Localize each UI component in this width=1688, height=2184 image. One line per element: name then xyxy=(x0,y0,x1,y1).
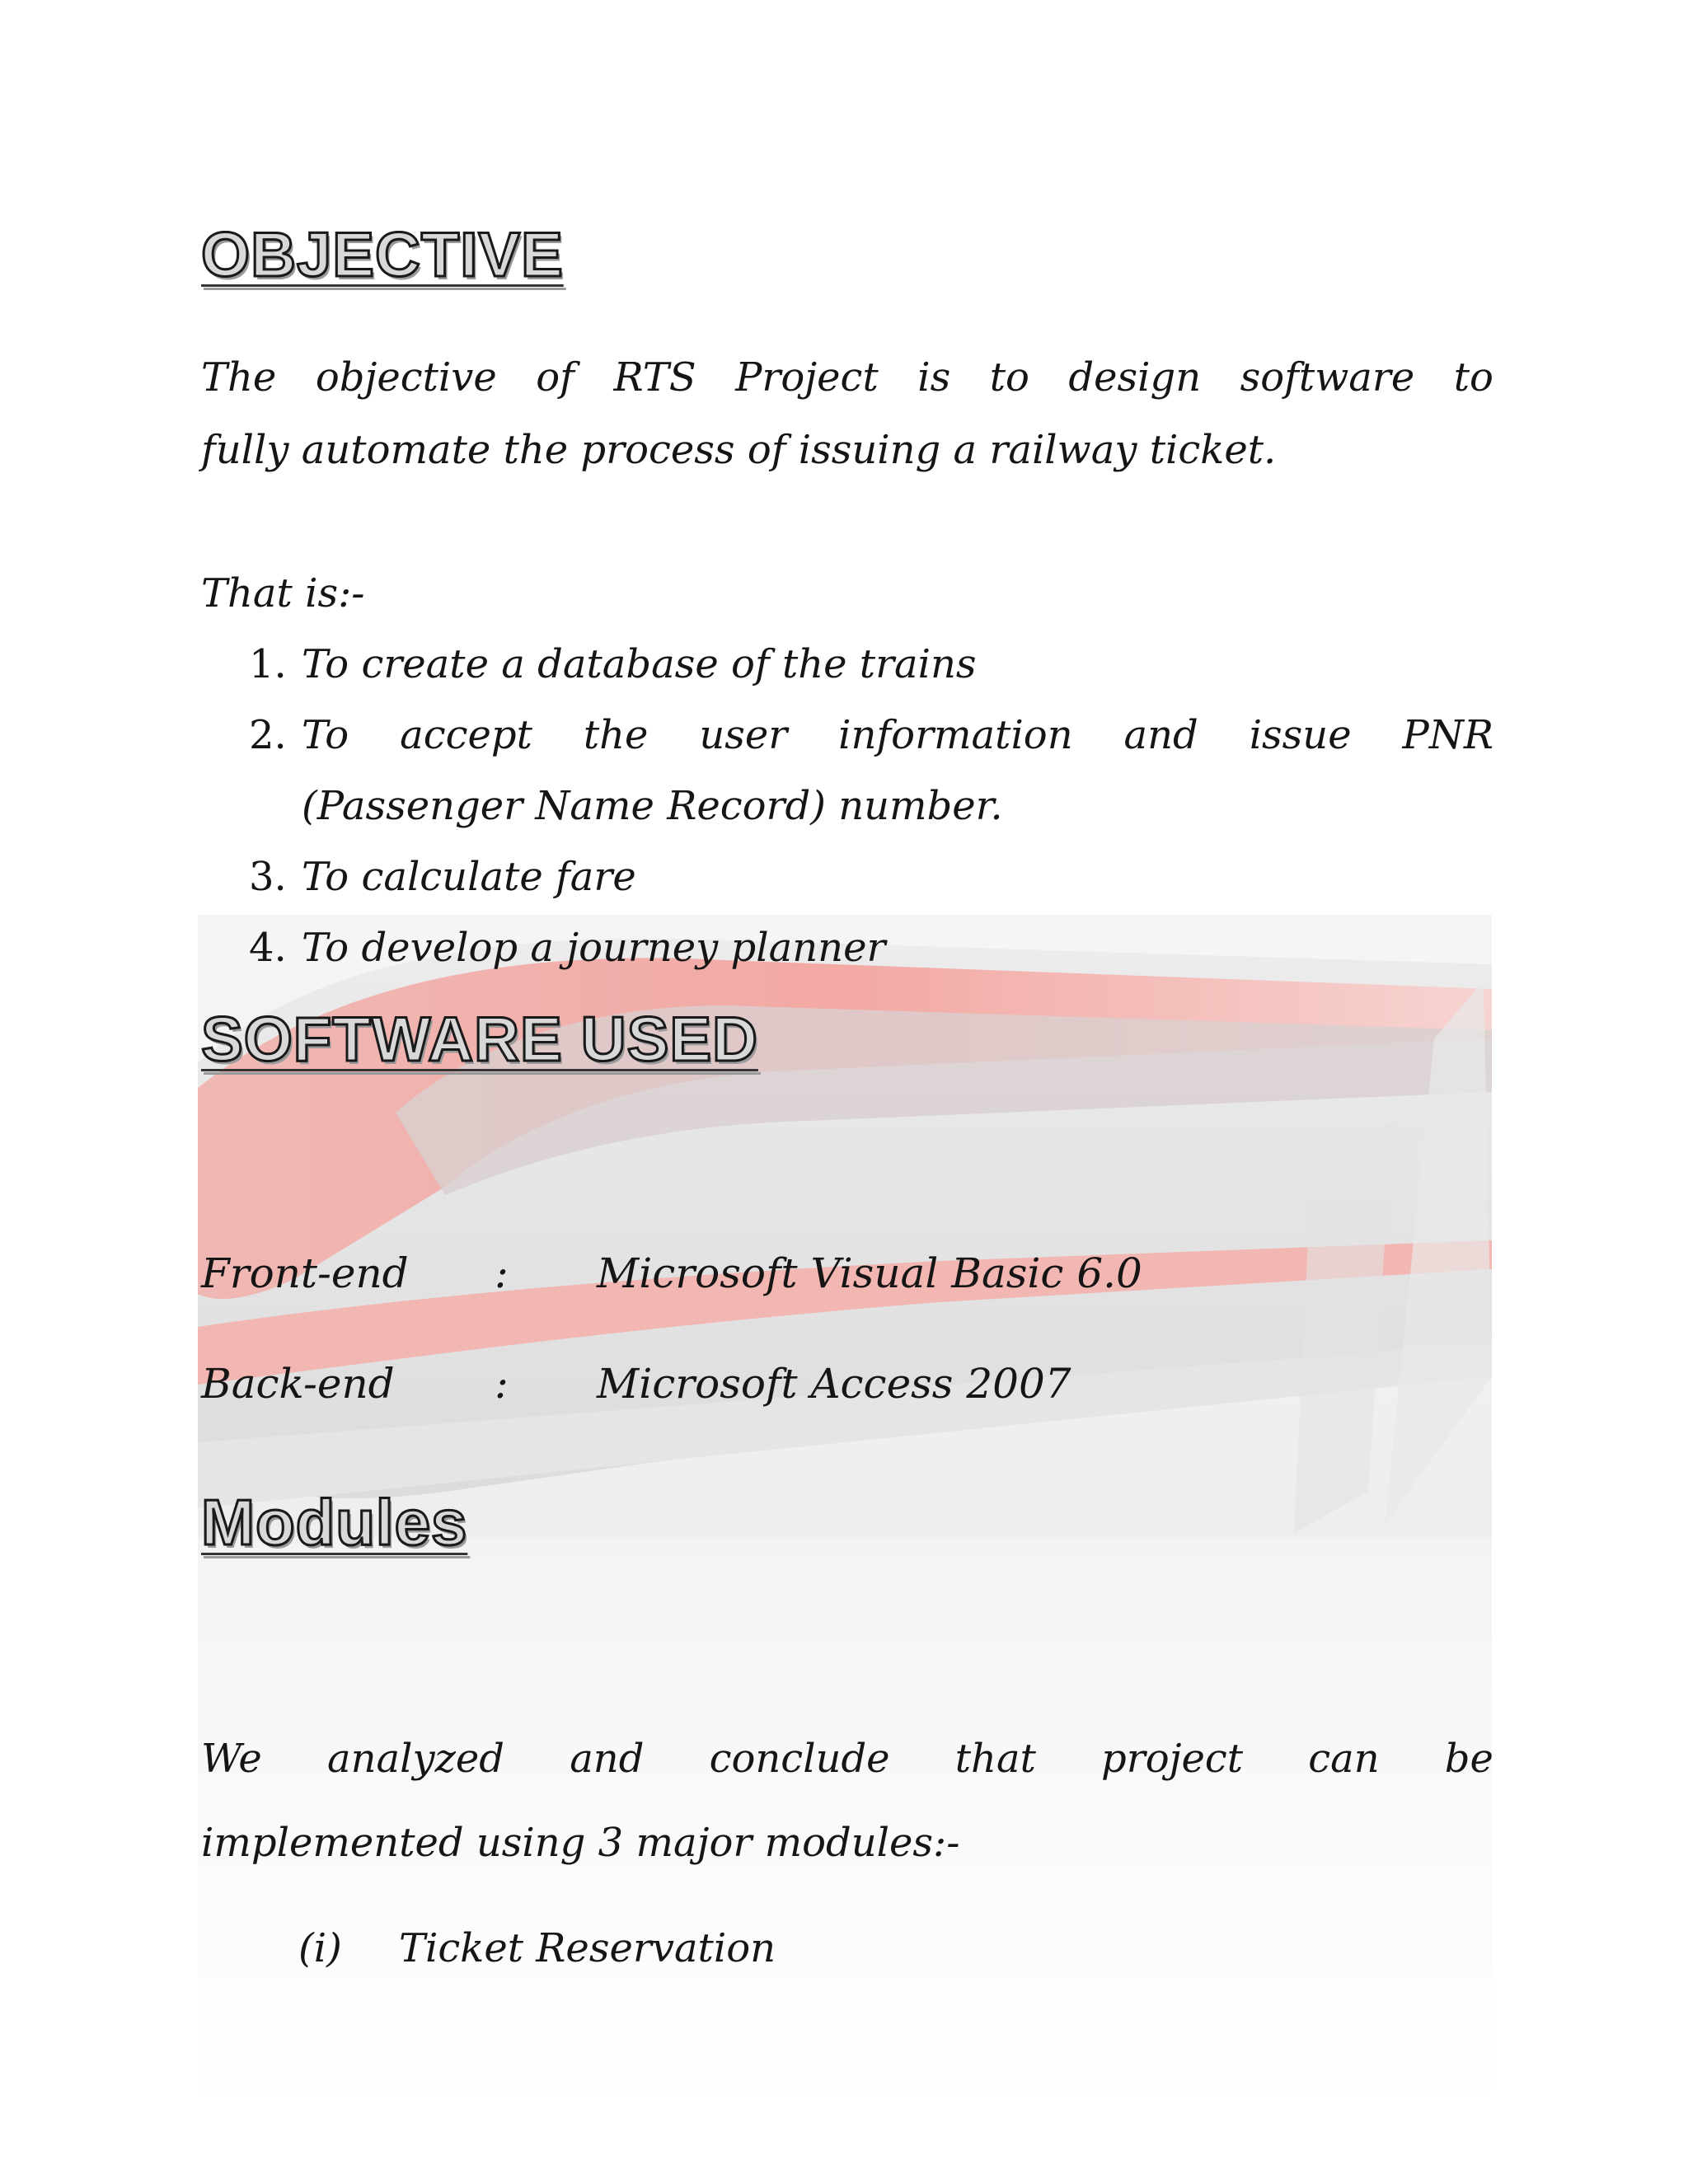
word: and xyxy=(570,1736,645,1782)
word: information xyxy=(838,712,1073,758)
modules-heading: Modules xyxy=(201,1486,468,1558)
list-item-text: To create a database of the trains xyxy=(302,641,977,687)
word: analyzed xyxy=(326,1736,505,1782)
word: the xyxy=(583,712,649,758)
word: can xyxy=(1308,1736,1380,1782)
word: design xyxy=(1068,354,1202,401)
list-number: 4. xyxy=(249,925,287,971)
list-item-text xyxy=(302,712,1493,758)
objective-heading: OBJECTIVE xyxy=(201,220,564,290)
word: of xyxy=(536,354,574,401)
software-row-label: Front-end xyxy=(201,1249,409,1297)
list-item-text: To calculate fare xyxy=(302,854,636,900)
word: and xyxy=(1123,712,1198,758)
module-item-text: Ticket Reservation xyxy=(399,1925,776,1971)
word: The xyxy=(201,354,277,401)
software-row-separator: : xyxy=(495,1249,509,1297)
objective-intro: That is:- xyxy=(201,570,365,616)
word: We xyxy=(201,1736,262,1782)
list-number: 3. xyxy=(249,854,287,900)
word: objective xyxy=(315,354,497,401)
word: Project xyxy=(735,354,879,401)
word: PNR xyxy=(1402,712,1493,758)
word: software xyxy=(1240,354,1415,401)
modules-paragraph-line-1 xyxy=(201,1736,1493,1782)
software-row-value: Microsoft Visual Basic 6.0 xyxy=(597,1249,1142,1297)
word: conclude xyxy=(709,1736,890,1782)
word: to xyxy=(989,354,1029,401)
word: To xyxy=(302,712,349,758)
list-number: 1. xyxy=(249,641,287,687)
word: be xyxy=(1444,1736,1493,1782)
word: is xyxy=(917,354,951,401)
software-row-value: Microsoft Access 2007 xyxy=(597,1360,1071,1408)
modules-paragraph-line-2: implemented using 3 major modules:- xyxy=(201,1820,960,1866)
word: issue xyxy=(1249,712,1352,758)
word: accept xyxy=(400,712,532,758)
software-heading: SOFTWARE USED xyxy=(201,1005,758,1075)
objective-paragraph-line-1 xyxy=(201,354,1493,401)
word: to xyxy=(1453,354,1493,401)
list-number: 2. xyxy=(249,712,287,758)
objective-paragraph-line-2: fully automate the process of issuing a railway ticket. xyxy=(201,427,1277,473)
module-item-marker: (i) xyxy=(298,1925,342,1971)
word: that xyxy=(954,1736,1036,1782)
list-item-text: To develop a journey planner xyxy=(302,925,886,971)
word: user xyxy=(699,712,788,758)
word: RTS xyxy=(613,354,696,401)
software-row-label: Back-end xyxy=(201,1360,395,1408)
software-row-separator: : xyxy=(495,1360,509,1408)
word: project xyxy=(1101,1736,1244,1782)
list-item-text-continued: (Passenger Name Record) number. xyxy=(302,783,1003,829)
